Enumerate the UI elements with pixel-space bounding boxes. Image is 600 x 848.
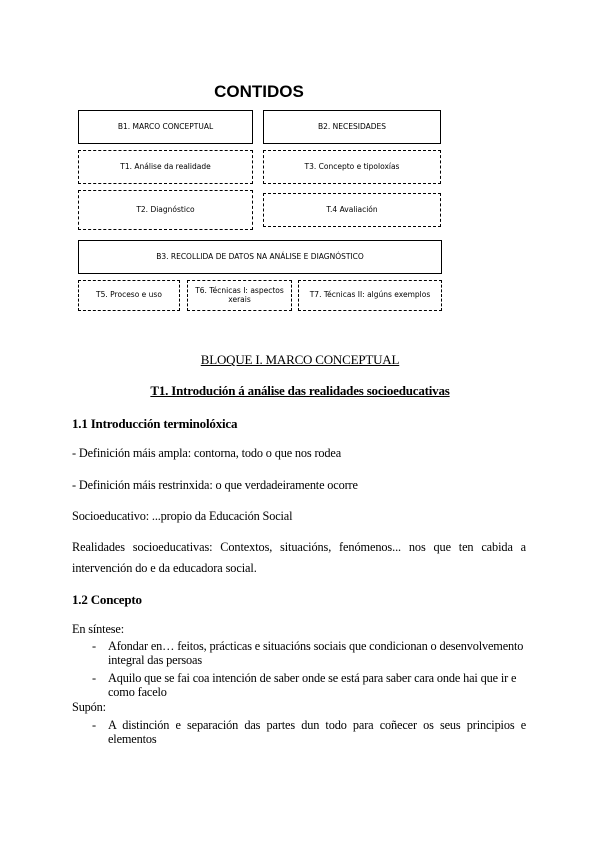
box-b3-recollida: B3. RECOLLIDA DE DATOS NA ANÁLISE E DIAGNÓSTICO [78, 240, 442, 274]
list-item [92, 671, 526, 699]
definition-narrow: - Definición máis restrinxida: o que verdadeiramente ocorre [72, 478, 358, 492]
list-item-text: Aquilo que se fai coa intención de saber onde se está para saber cara onde hai que ir e como facelo [108, 671, 517, 699]
box-t1: T1. Análise da realidade [78, 150, 253, 184]
section-heading-1-1: 1.1 Introducción terminolóxica [72, 416, 238, 431]
list-item [92, 639, 526, 667]
box-t7: T7. Técnicas II: algúns exemplos [298, 280, 442, 311]
list-item [92, 718, 526, 746]
contents-title: CONTIDOS [214, 82, 304, 101]
en-sintese-label: En síntese: [72, 622, 124, 636]
block-title: BLOQUE I. MARCO CONCEPTUAL [200, 352, 400, 367]
box-t4: T.4 Avaliación [263, 193, 441, 227]
bullet-dash: - [92, 718, 96, 732]
list-item-text: Afondar en… feitos, prácticas e situacións sociais que condicionan o desenvolvemento integral das persoas [108, 639, 524, 667]
realidades-paragraph: Realidades socioeducativas: Contextos, situacións, fenómenos... nos que ten cabida a intervención do e da educadora social. [72, 540, 526, 575]
box-t2: T2. Diagnóstico [78, 190, 253, 230]
supon-label: Supón: [72, 700, 106, 714]
box-b2-necesidades: B2. NECESIDADES [263, 110, 441, 144]
socioeducativo-definition: Socioeducativo: ...propio da Educación Social [72, 509, 293, 523]
list-item-text: A distinción e separación das partes dun todo para coñecer os seus principios e elementos [108, 718, 526, 746]
section-heading-1-2: 1.2 Concepto [72, 592, 142, 607]
box-t5: T5. Proceso e uso [78, 280, 180, 311]
bullet-dash: - [92, 639, 96, 653]
topic-title: T1. Introdución á análise das realidades socioeducativas [150, 383, 450, 398]
box-t3: T3. Concepto e tipoloxías [263, 150, 441, 184]
bullet-dash: - [92, 671, 96, 685]
definition-broad: - Definición máis ampla: contorna, todo o que nos rodea [72, 446, 342, 460]
box-b1-marco-conceptual: B1. MARCO CONCEPTUAL [78, 110, 253, 144]
box-t6: T6. Técnicas I: aspectos xerais [187, 280, 292, 311]
